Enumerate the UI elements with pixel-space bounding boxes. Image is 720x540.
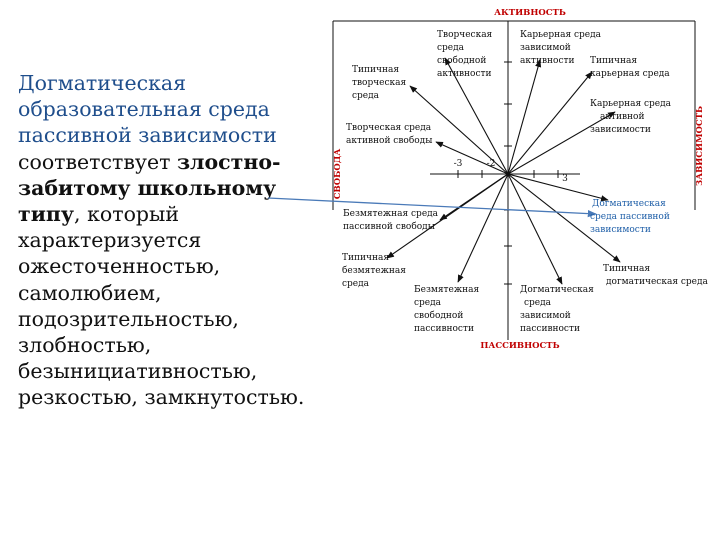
axis-title-passivity: ПАССИВНОСТЬ — [480, 341, 560, 351]
description-traits: , который характеризуется ожесточенностью, самолюбием, подозрительностью, злобностью, безынициативностью, резкостью, замкнутостью. — [18, 202, 305, 410]
label-dogmatic-passive-dependence: Догматическая среда пассивной зависимости — [590, 199, 670, 235]
label-carefree-passive-freedom: Безмятежная среда пассивной свободы — [343, 209, 439, 232]
arrow-typical-career — [508, 72, 592, 174]
arrow-career-dependent-active — [508, 60, 540, 174]
label-career-dependent-active: Карьерная среда зависимой активности — [520, 30, 602, 66]
axis-title-freedom: СВОБОДА — [333, 148, 343, 200]
label-typical-dogmatic: Типичная догматическая среда — [603, 264, 708, 287]
label-typical-career: Типичная карьерная среда — [590, 56, 670, 79]
label-creative-free-active: Творческая среда свободной активности — [437, 30, 493, 79]
description-connector: соответствует — [18, 149, 177, 174]
tick-label-minus2: -2 — [486, 159, 496, 169]
description-school-type: злостно-забитому школьному типу — [18, 149, 281, 227]
arrow-dogmatic-dependent-passivity — [508, 174, 562, 284]
label-typical-creative: Типичная творческая среда — [352, 65, 407, 101]
tick-label-plus3: 3 — [562, 174, 568, 184]
axis-title-dependence: ЗАВИСИМОСТЬ — [695, 106, 705, 186]
label-typical-carefree: Типичная безмятежная среда — [342, 253, 406, 289]
label-dogmatic-dependent-passivity: Догматическая среда зависимой пассивности — [520, 285, 594, 334]
arrow-carefree-free-passivity — [458, 174, 508, 282]
label-creative-active-freedom: Творческая среда активной свободы — [346, 123, 433, 146]
label-carefree-free-passivity: Безмятежная среда свободной пассивности — [414, 285, 480, 334]
description-env-name: Догматическая образовательная среда пассивной зависимости — [18, 71, 277, 148]
arrows — [387, 58, 620, 284]
axis-title-activity: АКТИВНОСТЬ — [494, 8, 566, 18]
arrow-creative-active-freedom — [436, 142, 508, 174]
tick-label-minus3: -3 — [453, 159, 463, 169]
label-career-active-dependence: Карьерная среда активной зависимости — [590, 99, 672, 135]
arrow-career-active-dependence — [508, 112, 615, 174]
